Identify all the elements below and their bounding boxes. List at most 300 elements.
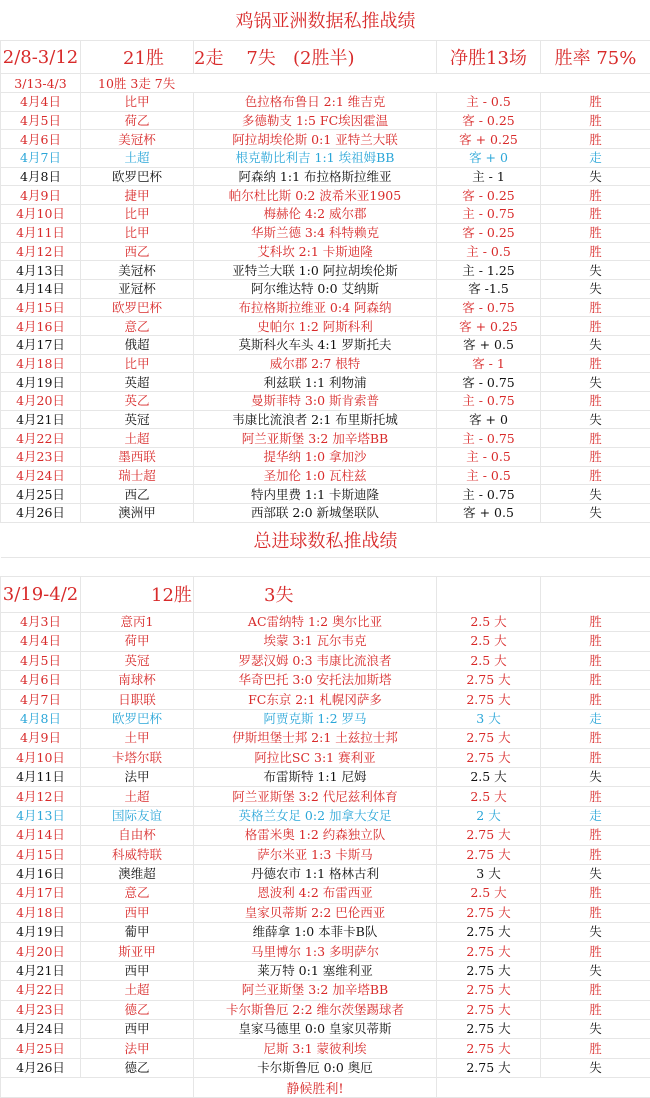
table-row — [1, 670, 650, 689]
cell-league: 西甲 — [81, 961, 194, 980]
cell-date: 4月8日 — [1, 167, 81, 186]
cell-league: 法甲 — [81, 1039, 194, 1058]
cell-result: 胜 — [541, 1039, 650, 1058]
table-row — [1, 504, 650, 523]
cell-result: 失 — [541, 335, 650, 354]
cell-date: 4月7日 — [1, 690, 81, 709]
cell-pick: 2.5 大 — [437, 632, 541, 651]
cell-match: 利兹联 1:1 利物浦 — [194, 373, 437, 392]
cell-league: 荷乙 — [81, 111, 194, 130]
table-row — [1, 1020, 650, 1039]
table-row — [1, 335, 650, 354]
cell-league: 欧罗巴杯 — [81, 298, 194, 317]
cell-match: 多德勒支 1:5 FC埃因霍温 — [194, 111, 437, 130]
cell-match: 根克勒比利吉 1:1 埃祖姆BB — [194, 149, 437, 168]
cell-pick: 2.75 大 — [437, 690, 541, 709]
cell-date: 4月6日 — [1, 670, 81, 689]
cell-match: 阿兰亚斯堡 3:2 加辛塔BB — [194, 981, 437, 1000]
cell-match: 史帕尔 1:2 阿斯科利 — [194, 317, 437, 336]
cell-date: 4月15日 — [1, 298, 81, 317]
cell-match: 韦康比流浪者 2:1 布里斯托城 — [194, 410, 437, 429]
cell-match: 曼斯菲特 3:0 斯肯索普 — [194, 392, 437, 411]
cell-league: 美冠杯 — [81, 261, 194, 280]
asian-summary-losses: 7失 — [246, 48, 275, 69]
cell-result: 失 — [541, 279, 650, 298]
table-row — [1, 410, 650, 429]
cell-match: 丹德农市 1:1 格林古利 — [194, 864, 437, 883]
table-row — [1, 1000, 650, 1019]
cell-match: 莫斯科火车头 4:1 罗斯托夫 — [194, 335, 437, 354]
cell-match: 特内里费 1:1 卡斯迪隆 — [194, 485, 437, 504]
cell-pick: 2.5 大 — [437, 884, 541, 903]
cell-pick: 主 - 0.5 — [437, 242, 541, 261]
cell-date: 4月11日 — [1, 223, 81, 242]
asian-sub-row — [1, 74, 650, 93]
table-row — [1, 748, 650, 767]
table-row — [1, 709, 650, 728]
cell-pick: 主 - 1 — [437, 167, 541, 186]
cell-pick: 客 + 0.25 — [437, 130, 541, 149]
cell-pick: 3 大 — [437, 709, 541, 728]
table-row — [1, 787, 650, 806]
cell-result: 胜 — [541, 942, 650, 961]
cell-date: 4月6日 — [1, 130, 81, 149]
asian-summary-period: 2/8-3/12 — [1, 41, 81, 74]
asian-summary-row — [1, 41, 650, 74]
table-row — [1, 392, 650, 411]
cell-pick: 2.75 大 — [437, 903, 541, 922]
cell-date: 4月13日 — [1, 261, 81, 280]
asian-summary-net: 净胜13场 — [437, 41, 541, 74]
cell-league: 意乙 — [81, 317, 194, 336]
cell-date: 4月14日 — [1, 826, 81, 845]
cell-league: 土超 — [81, 787, 194, 806]
cell-result: 胜 — [541, 93, 650, 112]
cell-date: 4月12日 — [1, 787, 81, 806]
cell-result: 走 — [541, 806, 650, 825]
cell-result: 胜 — [541, 729, 650, 748]
table-row — [1, 223, 650, 242]
cell-match: 英格兰女足 0:2 加拿大女足 — [194, 806, 437, 825]
cell-match: 维薛拿 1:0 本菲卡B队 — [194, 923, 437, 942]
cell-date: 4月21日 — [1, 410, 81, 429]
cell-date: 4月10日 — [1, 748, 81, 767]
spacer-cell — [1, 557, 650, 576]
footer-text: 静候胜利! — [194, 1078, 437, 1098]
cell-match: 提华纳 1:0 拿加沙 — [194, 448, 437, 467]
cell-date: 4月16日 — [1, 317, 81, 336]
cell-date: 4月19日 — [1, 923, 81, 942]
cell-match: 恩波利 4:2 布雷西亚 — [194, 884, 437, 903]
cell-pick: 2.75 大 — [437, 923, 541, 942]
cell-result: 失 — [541, 504, 650, 523]
cell-result: 胜 — [541, 429, 650, 448]
cell-pick: 主 - 0.75 — [437, 392, 541, 411]
asian-title: 鸡锅亚洲数据私推战绩 — [1, 0, 650, 41]
table-row — [1, 93, 650, 112]
cell-match: 阿兰亚斯堡 3:2 代尼兹利体育 — [194, 787, 437, 806]
cell-pick: 主 - 0.75 — [437, 205, 541, 224]
cell-pick: 2.75 大 — [437, 845, 541, 864]
cell-pick: 2.75 大 — [437, 1058, 541, 1077]
table-row — [1, 690, 650, 709]
table-row — [1, 942, 650, 961]
cell-league: 英乙 — [81, 392, 194, 411]
cell-league: 捷甲 — [81, 186, 194, 205]
cell-league: 国际友谊 — [81, 806, 194, 825]
cell-match: 伊斯坦堡士邦 2:1 土兹拉士邦 — [194, 729, 437, 748]
cell-league: 土超 — [81, 149, 194, 168]
cell-date: 4月13日 — [1, 806, 81, 825]
cell-date: 4月16日 — [1, 864, 81, 883]
cell-result: 胜 — [541, 223, 650, 242]
table-row — [1, 317, 650, 336]
table-row — [1, 429, 650, 448]
cell-league: 德乙 — [81, 1000, 194, 1019]
cell-league: 澳洲甲 — [81, 504, 194, 523]
cell-pick: 3 大 — [437, 864, 541, 883]
table-row — [1, 466, 650, 485]
table-row — [1, 767, 650, 786]
table-row — [1, 279, 650, 298]
cell-match: 罗瑟汉姆 0:3 韦康比流浪者 — [194, 651, 437, 670]
cell-league: 英超 — [81, 373, 194, 392]
cell-result: 失 — [541, 1020, 650, 1039]
cell-match: 梅赫伦 4:2 威尔郡 — [194, 205, 437, 224]
cell-result: 胜 — [541, 690, 650, 709]
cell-match: 帕尔杜比斯 0:2 波希米亚1905 — [194, 186, 437, 205]
cell-pick: 2.5 大 — [437, 787, 541, 806]
asian-summary-rate: 胜率 75% — [541, 41, 650, 74]
cell-pick: 2.75 大 — [437, 961, 541, 980]
cell-pick: 2.75 大 — [437, 1039, 541, 1058]
cell-pick: 客 - 0.75 — [437, 298, 541, 317]
cell-date: 4月24日 — [1, 466, 81, 485]
cell-pick: 客 + 0 — [437, 149, 541, 168]
table-row — [1, 884, 650, 903]
cell-match: 阿拉胡埃伦斯 0:1 亚特兰大联 — [194, 130, 437, 149]
cell-league: 土甲 — [81, 729, 194, 748]
cell-league: 比甲 — [81, 354, 194, 373]
cell-date: 4月26日 — [1, 504, 81, 523]
asian-sub-period: 3/13-4/3 — [1, 74, 81, 93]
cell-league: 英冠 — [81, 410, 194, 429]
cell-result: 胜 — [541, 826, 650, 845]
cell-pick: 2.75 大 — [437, 826, 541, 845]
cell-pick: 客 - 1 — [437, 354, 541, 373]
cell-result: 走 — [541, 149, 650, 168]
cell-league: 美冠杯 — [81, 130, 194, 149]
cell-result: 失 — [541, 485, 650, 504]
cell-pick: 主 - 0.75 — [437, 485, 541, 504]
cell-match: 阿兰亚斯堡 3:2 加辛塔BB — [194, 429, 437, 448]
cell-match: 西部联 2:0 新城堡联队 — [194, 504, 437, 523]
cell-league: 卡塔尔联 — [81, 748, 194, 767]
cell-date: 4月5日 — [1, 111, 81, 130]
table-row — [1, 186, 650, 205]
cell-result: 胜 — [541, 845, 650, 864]
goals-summary-losses: 3失 — [194, 576, 437, 612]
cell-date: 4月9日 — [1, 186, 81, 205]
cell-result: 胜 — [541, 317, 650, 336]
cell-pick: 客 - 0.75 — [437, 373, 541, 392]
cell-date: 4月5日 — [1, 651, 81, 670]
cell-match: 卡尔斯鲁厄 0:0 奥厄 — [194, 1058, 437, 1077]
spacer-row — [1, 557, 650, 576]
cell-match: AC雷纳特 1:2 奥尔比亚 — [194, 612, 437, 631]
cell-date: 4月21日 — [1, 961, 81, 980]
cell-pick: 主 - 0.5 — [437, 93, 541, 112]
cell-result: 胜 — [541, 884, 650, 903]
cell-league: 科威特联 — [81, 845, 194, 864]
goals-title-row — [1, 522, 650, 557]
cell-date: 4月17日 — [1, 335, 81, 354]
cell-date: 4月23日 — [1, 1000, 81, 1019]
cell-result: 走 — [541, 709, 650, 728]
cell-league: 亚冠杯 — [81, 279, 194, 298]
cell-pick: 主 - 1.25 — [437, 261, 541, 280]
cell-result: 胜 — [541, 612, 650, 631]
cell-pick: 2.75 大 — [437, 748, 541, 767]
cell-result: 失 — [541, 373, 650, 392]
cell-result: 胜 — [541, 1000, 650, 1019]
cell-result: 胜 — [541, 632, 650, 651]
cell-pick: 客 + 0.25 — [437, 317, 541, 336]
cell-league: 澳维超 — [81, 864, 194, 883]
cell-pick: 主 - 0.5 — [437, 448, 541, 467]
cell-match: 马里博尔 1:3 多明萨尔 — [194, 942, 437, 961]
cell-match: FC东京 2:1 札幌冈萨多 — [194, 690, 437, 709]
table-row — [1, 903, 650, 922]
cell-league: 荷甲 — [81, 632, 194, 651]
cell-pick: 2.75 大 — [437, 670, 541, 689]
cell-result: 胜 — [541, 186, 650, 205]
cell-league: 瑞士超 — [81, 466, 194, 485]
cell-result: 胜 — [541, 111, 650, 130]
cell-date: 4月19日 — [1, 373, 81, 392]
cell-league: 自由杯 — [81, 826, 194, 845]
cell-date: 4月18日 — [1, 354, 81, 373]
table-row — [1, 167, 650, 186]
footer-right — [437, 1078, 650, 1098]
goals-summary-row — [1, 576, 650, 612]
cell-pick: 2.75 大 — [437, 942, 541, 961]
cell-league: 土超 — [81, 429, 194, 448]
cell-result: 失 — [541, 1058, 650, 1077]
cell-league: 英冠 — [81, 651, 194, 670]
cell-league: 南球杯 — [81, 670, 194, 689]
asian-summary-draws: 2走 — [194, 48, 223, 69]
cell-result: 胜 — [541, 448, 650, 467]
table-row — [1, 448, 650, 467]
table-row — [1, 205, 650, 224]
cell-date: 4月11日 — [1, 767, 81, 786]
cell-date: 4月7日 — [1, 149, 81, 168]
cell-date: 4月17日 — [1, 884, 81, 903]
cell-match: 皇家马德里 0:0 皇家贝蒂斯 — [194, 1020, 437, 1039]
cell-match: 艾科坎 2:1 卡斯迪隆 — [194, 242, 437, 261]
cell-date: 4月20日 — [1, 942, 81, 961]
cell-league: 西乙 — [81, 242, 194, 261]
cell-pick: 客 -1.5 — [437, 279, 541, 298]
cell-pick: 2.75 大 — [437, 729, 541, 748]
goals-summary-wins: 12胜 — [81, 576, 194, 612]
cell-match: 莱万特 0:1 塞维利亚 — [194, 961, 437, 980]
cell-league: 土超 — [81, 981, 194, 1000]
cell-match: 埃蒙 3:1 瓦尔韦克 — [194, 632, 437, 651]
cell-pick: 客 - 0.25 — [437, 111, 541, 130]
cell-date: 4月25日 — [1, 1039, 81, 1058]
cell-date: 4月3日 — [1, 612, 81, 631]
cell-league: 俄超 — [81, 335, 194, 354]
cell-date: 4月22日 — [1, 429, 81, 448]
cell-match: 威尔郡 2:7 根特 — [194, 354, 437, 373]
cell-date: 4月8日 — [1, 709, 81, 728]
cell-result: 胜 — [541, 354, 650, 373]
cell-result: 失 — [541, 767, 650, 786]
table-row — [1, 1058, 650, 1077]
cell-pick: 客 - 0.25 — [437, 223, 541, 242]
asian-summary-half: (2胜半) — [293, 48, 355, 69]
table-row — [1, 261, 650, 280]
cell-date: 4月18日 — [1, 903, 81, 922]
cell-league: 意乙 — [81, 884, 194, 903]
cell-match: 皇家贝蒂斯 2:2 巴伦西亚 — [194, 903, 437, 922]
footer-row — [1, 1078, 650, 1098]
asian-summary-record — [194, 41, 437, 74]
footer-left — [1, 1078, 194, 1098]
table-row — [1, 632, 650, 651]
table-row — [1, 485, 650, 504]
cell-pick: 主 - 0.5 — [437, 466, 541, 485]
cell-match: 布拉格斯拉维亚 0:4 阿森纳 — [194, 298, 437, 317]
cell-league: 斯亚甲 — [81, 942, 194, 961]
cell-pick: 客 - 0.25 — [437, 186, 541, 205]
cell-league: 比甲 — [81, 93, 194, 112]
cell-match: 阿尔维达特 0:0 艾纳斯 — [194, 279, 437, 298]
cell-league: 法甲 — [81, 767, 194, 786]
cell-league: 意丙1 — [81, 612, 194, 631]
cell-result: 胜 — [541, 466, 650, 485]
cell-pick: 2.5 大 — [437, 651, 541, 670]
goals-title: 总进球数私推战绩 — [1, 522, 650, 557]
cell-date: 4月24日 — [1, 1020, 81, 1039]
cell-league: 比甲 — [81, 205, 194, 224]
table-row — [1, 612, 650, 631]
cell-pick: 客 + 0.5 — [437, 504, 541, 523]
table-row — [1, 111, 650, 130]
cell-result: 胜 — [541, 242, 650, 261]
cell-date: 4月23日 — [1, 448, 81, 467]
cell-date: 4月26日 — [1, 1058, 81, 1077]
cell-result: 失 — [541, 961, 650, 980]
cell-match: 圣加伦 1:0 瓦柱兹 — [194, 466, 437, 485]
cell-date: 4月10日 — [1, 205, 81, 224]
cell-pick: 客 + 0.5 — [437, 335, 541, 354]
cell-league: 欧罗巴杯 — [81, 167, 194, 186]
asian-summary-wins: 21胜 — [81, 41, 194, 74]
cell-league: 墨西联 — [81, 448, 194, 467]
table-row — [1, 651, 650, 670]
cell-league: 比甲 — [81, 223, 194, 242]
cell-result: 胜 — [541, 130, 650, 149]
cell-match: 布雷斯特 1:1 尼姆 — [194, 767, 437, 786]
table-row — [1, 864, 650, 883]
cell-date: 4月15日 — [1, 845, 81, 864]
cell-pick: 2.5 大 — [437, 767, 541, 786]
table-row — [1, 130, 650, 149]
cell-result: 胜 — [541, 651, 650, 670]
asian-sub-text: 10胜 3走 7失 — [81, 74, 650, 93]
cell-league: 西乙 — [81, 485, 194, 504]
table-row — [1, 242, 650, 261]
cell-league: 欧罗巴杯 — [81, 709, 194, 728]
cell-pick: 2.75 大 — [437, 1000, 541, 1019]
cell-match: 华斯兰德 3:4 科特赖克 — [194, 223, 437, 242]
table-row — [1, 923, 650, 942]
cell-match: 亚特兰大联 1:0 阿拉胡埃伦斯 — [194, 261, 437, 280]
cell-pick: 客 + 0 — [437, 410, 541, 429]
table-row — [1, 806, 650, 825]
cell-match: 萨尔米亚 1:3 卡斯马 — [194, 845, 437, 864]
cell-date: 4月4日 — [1, 632, 81, 651]
cell-result: 胜 — [541, 392, 650, 411]
cell-date: 4月22日 — [1, 981, 81, 1000]
cell-result: 胜 — [541, 981, 650, 1000]
cell-pick: 2.75 大 — [437, 981, 541, 1000]
cell-pick: 2.75 大 — [437, 1020, 541, 1039]
cell-date: 4月14日 — [1, 279, 81, 298]
cell-league: 西甲 — [81, 903, 194, 922]
cell-pick: 2.5 大 — [437, 612, 541, 631]
cell-match: 卡尔斯鲁厄 2:2 维尔茨堡踢球者 — [194, 1000, 437, 1019]
cell-result: 胜 — [541, 903, 650, 922]
cell-date: 4月12日 — [1, 242, 81, 261]
table-row — [1, 729, 650, 748]
cell-result: 失 — [541, 167, 650, 186]
cell-pick: 主 - 0.75 — [437, 429, 541, 448]
cell-result: 失 — [541, 923, 650, 942]
cell-result: 失 — [541, 864, 650, 883]
cell-result: 胜 — [541, 787, 650, 806]
goals-summary-period: 3/19-4/2 — [1, 576, 81, 612]
table-row — [1, 845, 650, 864]
cell-league: 西甲 — [81, 1020, 194, 1039]
table-row — [1, 826, 650, 845]
cell-match: 格雷米奥 1:2 约森独立队 — [194, 826, 437, 845]
cell-date: 4月4日 — [1, 93, 81, 112]
table-row — [1, 354, 650, 373]
table-row — [1, 981, 650, 1000]
cell-league: 日职联 — [81, 690, 194, 709]
goals-summary-empty1 — [437, 576, 541, 612]
goals-summary-empty2 — [541, 576, 650, 612]
cell-result: 胜 — [541, 670, 650, 689]
cell-date: 4月20日 — [1, 392, 81, 411]
cell-match: 阿森纳 1:1 布拉格斯拉维亚 — [194, 167, 437, 186]
cell-match: 色拉格布鲁日 2:1 维吉克 — [194, 93, 437, 112]
cell-pick: 2 大 — [437, 806, 541, 825]
cell-league: 葡甲 — [81, 923, 194, 942]
cell-match: 阿贾克斯 1:2 罗马 — [194, 709, 437, 728]
cell-date: 4月25日 — [1, 485, 81, 504]
cell-result: 失 — [541, 410, 650, 429]
cell-match: 华奇巴托 3:0 安托法加斯塔 — [194, 670, 437, 689]
cell-result: 胜 — [541, 748, 650, 767]
table-row — [1, 298, 650, 317]
cell-result: 胜 — [541, 205, 650, 224]
table-row — [1, 149, 650, 168]
